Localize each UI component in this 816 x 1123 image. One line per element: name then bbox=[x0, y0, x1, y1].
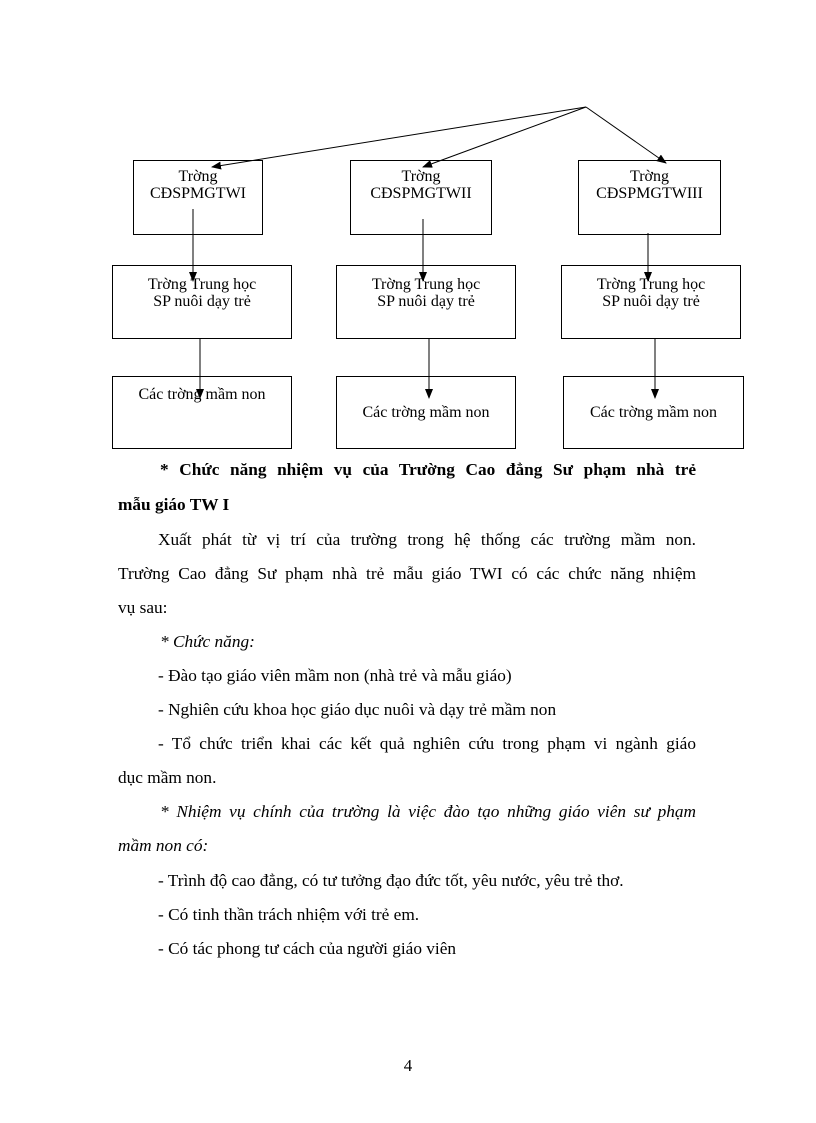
college-2-line2: CĐSPMGTWII bbox=[370, 185, 472, 202]
duty-item-3: - Có tác phong tư cách của người giáo viên bbox=[158, 939, 457, 958]
secondary-school-box-1 bbox=[112, 265, 292, 339]
kindergarten-2-label: Các trờng mầm non bbox=[362, 404, 490, 421]
college-3-line1: Trờng bbox=[630, 168, 669, 185]
kindergarten-box-3 bbox=[563, 376, 744, 449]
heading-line-1: * Chức năng nhiệm vụ của Trường Cao đẳng Sư phạm nhà trẻ bbox=[160, 460, 696, 479]
kindergarten-1-label: Các trờng mầm non bbox=[138, 386, 266, 403]
secondary-school-2-line2: SP nuôi dạy trẻ bbox=[377, 293, 475, 310]
college-2-line1: Trờng bbox=[401, 168, 441, 185]
arrow-to-college-1 bbox=[212, 107, 586, 167]
kindergarten-3-label: Các trờng mầm non bbox=[589, 404, 718, 421]
college-1-line2: CĐSPMGTWI bbox=[149, 185, 246, 202]
college-box-2 bbox=[350, 160, 492, 235]
duty-item-2: - Có tinh thần trách nhiệm với trẻ em. bbox=[158, 905, 420, 924]
college-box-1 bbox=[133, 160, 263, 235]
arrow-to-college-3 bbox=[586, 107, 666, 163]
college-3-line2: CĐSPMGTWIII bbox=[596, 185, 703, 202]
duties-line-2: mầm non có: bbox=[118, 836, 209, 855]
arrow-to-college-2 bbox=[423, 107, 586, 167]
intro-line-2: Trường Cao đẳng Sư phạm nhà trẻ mẫu giáo TWI có các chức năng nhiệm bbox=[118, 564, 696, 583]
function-item-3-line-1: - Tổ chức triển khai các kết quả nghiên cứu trong phạm vi ngành giáo bbox=[158, 734, 696, 753]
secondary-school-3-line1: Trờng Trung học bbox=[596, 276, 706, 293]
duty-item-1: - Trình độ cao đẳng, có tư tưởng đạo đức tốt, yêu nước, yêu trẻ thơ. bbox=[158, 871, 624, 890]
duties-line-1: * Nhiệm vụ chính của trường là việc đào tạo những giáo viên sư phạm bbox=[160, 802, 696, 821]
secondary-school-box-3 bbox=[561, 265, 741, 339]
college-1-line1: Trờng bbox=[178, 168, 218, 185]
kindergarten-box-2 bbox=[336, 376, 516, 449]
secondary-school-box-2 bbox=[336, 265, 516, 339]
function-item-3-line-2: dục mầm non. bbox=[118, 768, 217, 787]
page-number: 4 bbox=[403, 1056, 413, 1075]
heading-line-2: mẫu giáo TW I bbox=[118, 495, 230, 514]
kindergarten-box-1 bbox=[112, 376, 292, 449]
function-item-1: - Đào tạo giáo viên mầm non (nhà trẻ và mẫu giáo) bbox=[158, 666, 512, 685]
intro-line-1: Xuất phát từ vị trí của trường trong hệ thống các trường mầm non. bbox=[158, 530, 696, 549]
secondary-school-1-line2: SP nuôi dạy trẻ bbox=[153, 293, 251, 310]
intro-line-3: vụ sau: bbox=[118, 598, 168, 617]
functions-title: * Chức năng: bbox=[160, 632, 255, 651]
secondary-school-3-line2: SP nuôi dạy trẻ bbox=[602, 293, 700, 310]
college-box-3 bbox=[578, 160, 721, 235]
secondary-school-1-line1: Trờng Trung học bbox=[147, 276, 257, 293]
function-item-2: - Nghiên cứu khoa học giáo dục nuôi và dạy trẻ mầm non bbox=[158, 700, 557, 719]
secondary-school-2-line1: Trờng Trung học bbox=[371, 276, 481, 293]
